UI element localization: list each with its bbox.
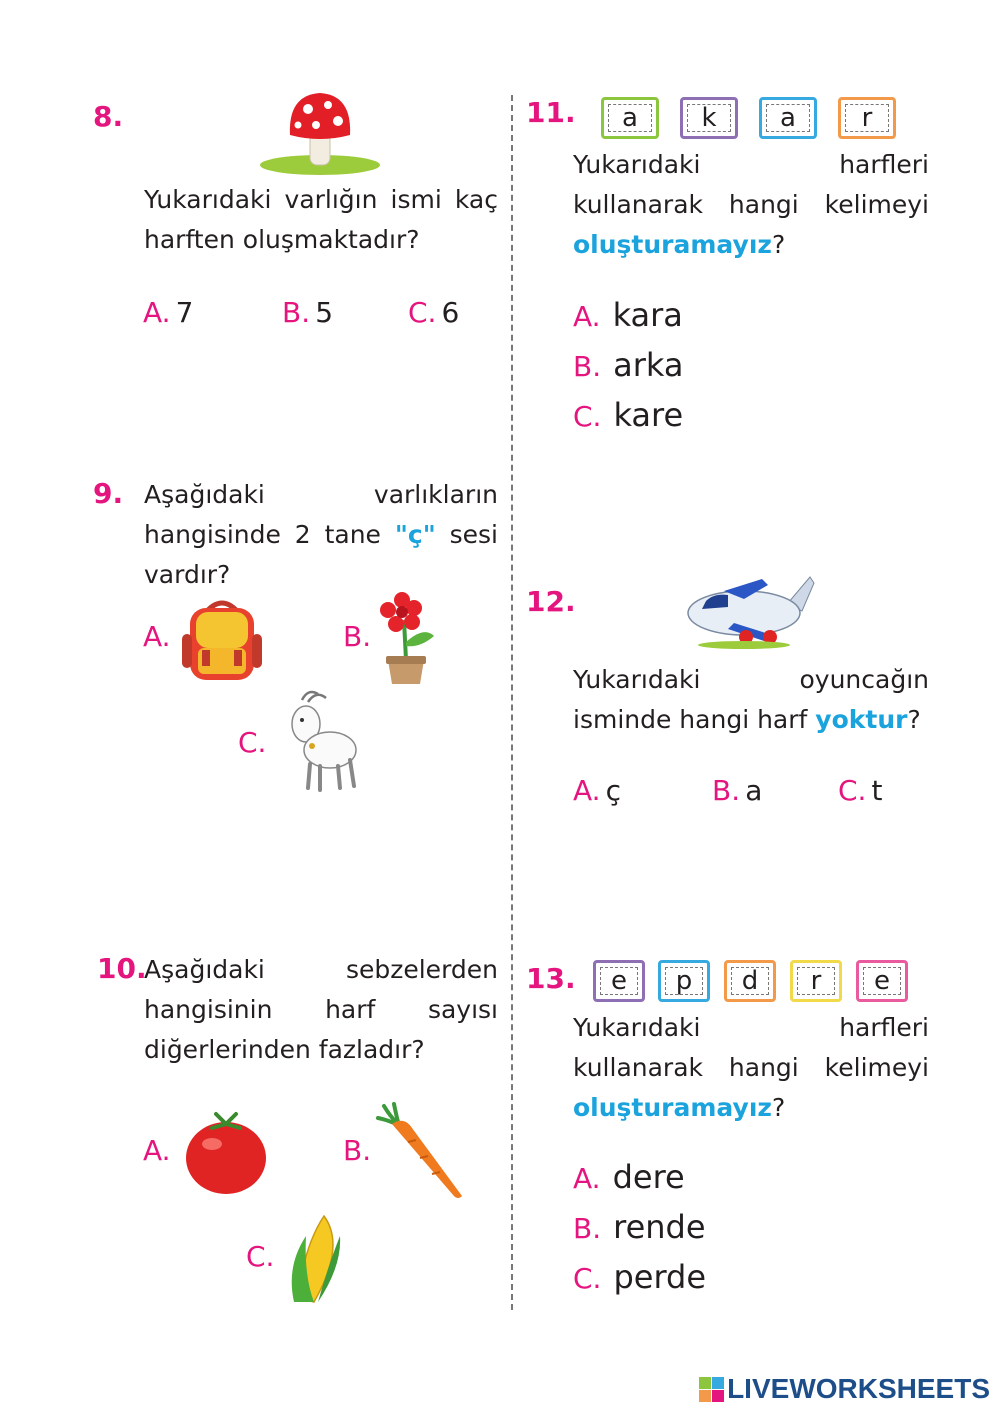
option-c[interactable] xyxy=(238,726,266,759)
option-label: C. xyxy=(246,1240,275,1273)
option-b[interactable] xyxy=(573,346,683,384)
letter-box xyxy=(593,960,645,1002)
letter-box xyxy=(838,97,896,139)
question-highlight: oluşturamayız xyxy=(573,1093,772,1122)
option-label: C. xyxy=(838,774,867,807)
letter-box xyxy=(856,960,908,1002)
question-text xyxy=(573,145,929,265)
option-label: B. xyxy=(282,296,311,329)
question-text xyxy=(144,475,498,595)
liveworksheets-logo-icon xyxy=(699,1377,724,1402)
letter-box xyxy=(601,97,659,139)
letter: p xyxy=(665,967,703,995)
question-text: Yukarıdaki varlığın ismi kaç harften oluşmaktadır? xyxy=(144,185,498,254)
option-a[interactable] xyxy=(143,296,193,329)
option-label: A. xyxy=(573,300,601,333)
option-b[interactable] xyxy=(282,296,333,329)
question-number: 11. xyxy=(526,96,576,129)
option-a[interactable] xyxy=(573,774,621,807)
option-b[interactable] xyxy=(343,620,371,653)
option-value: ç xyxy=(605,774,622,807)
liveworksheets-logo[interactable] xyxy=(699,1373,990,1405)
option-label: A. xyxy=(573,1162,601,1195)
tomato-icon xyxy=(182,1108,270,1196)
question-text-part: ? xyxy=(907,705,921,734)
backpack-icon xyxy=(180,598,264,684)
mushroom-icon xyxy=(258,85,382,177)
letter: e xyxy=(600,967,638,995)
corn-icon xyxy=(284,1206,350,1306)
toy-airplane-icon xyxy=(684,573,816,649)
letter: a xyxy=(766,104,810,132)
option-a[interactable] xyxy=(143,1134,171,1167)
question-number: 9. xyxy=(93,477,124,510)
question-number: 10. xyxy=(97,952,147,985)
option-c[interactable] xyxy=(573,1258,706,1296)
option-label: C. xyxy=(573,1262,602,1295)
flower-pot-icon xyxy=(374,590,438,686)
option-value: perde xyxy=(613,1258,707,1296)
question-text-part: ? xyxy=(771,230,786,259)
carrot-icon xyxy=(374,1102,466,1202)
question-text-part: Yukarıdaki oyuncağın isminde hangi harf xyxy=(573,665,929,734)
letter-box xyxy=(759,97,817,139)
letter-box xyxy=(790,960,842,1002)
question-text-part: Aşağıdaki varlıkların hangisinde 2 tane xyxy=(144,480,498,549)
question-text xyxy=(573,1008,929,1128)
option-label: C. xyxy=(573,400,602,433)
question-text xyxy=(573,660,929,740)
option-c[interactable] xyxy=(408,296,459,329)
option-label: A. xyxy=(143,296,171,329)
letter-box xyxy=(724,960,776,1002)
option-value: kara xyxy=(612,296,683,334)
option-label: B. xyxy=(343,1134,372,1167)
question-highlight: oluşturamayız xyxy=(573,230,772,259)
question-text-part: sesi vardır? xyxy=(144,520,498,589)
option-b[interactable] xyxy=(343,1134,371,1167)
option-label: B. xyxy=(712,774,741,807)
option-b[interactable] xyxy=(712,774,762,807)
option-label: A. xyxy=(143,1134,171,1167)
option-label: C. xyxy=(408,296,437,329)
option-a[interactable] xyxy=(573,296,683,334)
option-c[interactable] xyxy=(838,774,883,807)
option-value: kare xyxy=(613,396,684,434)
option-value: t xyxy=(871,774,883,807)
question-text-part: Yukarıdaki harfleri kullanarak hangi kelimeyi xyxy=(573,150,929,219)
goat-icon xyxy=(272,688,360,794)
option-a[interactable] xyxy=(143,620,171,653)
letter: d xyxy=(731,967,769,995)
question-text-part: Yukarıdaki harfleri kullanarak hangi kelimeyi xyxy=(573,1013,929,1082)
option-value: arka xyxy=(613,346,684,384)
option-label: B. xyxy=(343,620,372,653)
question-highlight: "ç" xyxy=(394,520,436,549)
option-value: a xyxy=(745,774,763,807)
brand-name: LIVEWORKSHEETS xyxy=(727,1373,990,1404)
option-label: A. xyxy=(143,620,171,653)
question-text-part: ? xyxy=(771,1093,786,1122)
letter: a xyxy=(608,104,652,132)
letter-box xyxy=(658,960,710,1002)
option-label: B. xyxy=(573,350,602,383)
question-number: 12. xyxy=(526,585,576,618)
option-c[interactable] xyxy=(246,1240,274,1273)
option-label: A. xyxy=(573,774,601,807)
letter: r xyxy=(845,104,889,132)
option-b[interactable] xyxy=(573,1208,706,1246)
option-a[interactable] xyxy=(573,1158,685,1196)
option-label: C. xyxy=(238,726,267,759)
question-number: 8. xyxy=(93,100,124,133)
letter: e xyxy=(863,967,901,995)
question-highlight: yoktur xyxy=(815,705,908,734)
option-c[interactable] xyxy=(573,396,683,434)
question-number: 13. xyxy=(526,962,576,995)
letter: k xyxy=(687,104,731,132)
letter-box xyxy=(680,97,738,139)
question-text: Aşağıdaki sebzelerden hangisinin harf sayısı diğerlerinden fazladır? xyxy=(144,955,498,1064)
option-value: 6 xyxy=(441,296,460,329)
letter: r xyxy=(797,967,835,995)
option-value: 5 xyxy=(315,296,334,329)
option-value: rende xyxy=(613,1208,706,1246)
option-value: dere xyxy=(612,1158,685,1196)
option-label: B. xyxy=(573,1212,602,1245)
column-divider xyxy=(511,95,513,1310)
option-value: 7 xyxy=(175,296,194,329)
